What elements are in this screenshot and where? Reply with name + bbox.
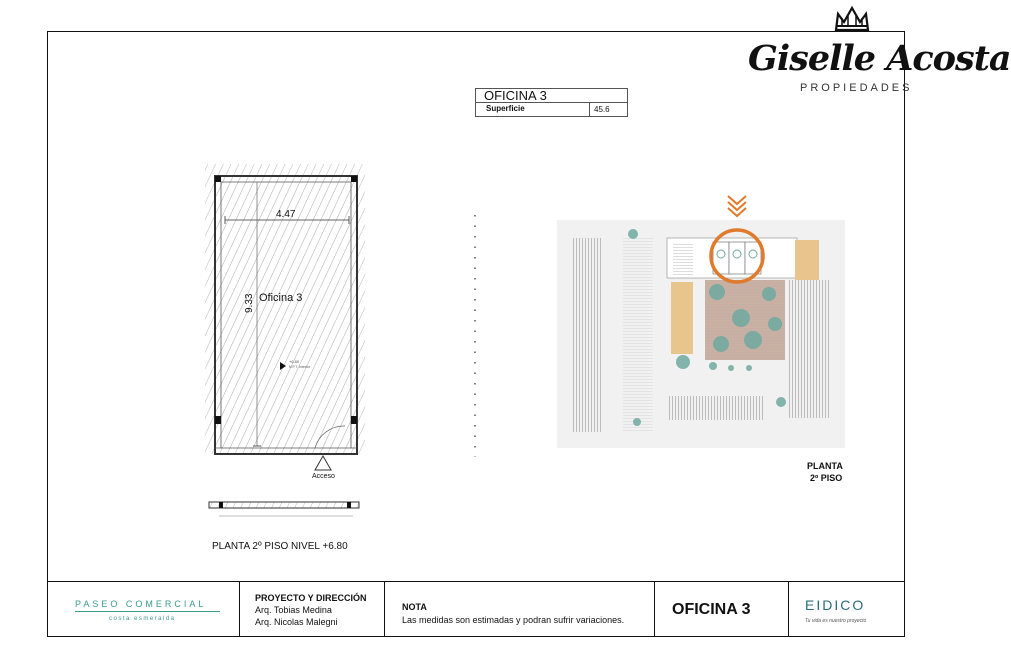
- note-heading: NOTA: [402, 602, 427, 612]
- eidico-logo: EIDICO: [805, 597, 866, 613]
- site-plan-caption-2: 2º PISO: [810, 473, 843, 483]
- office-title: OFICINA 3: [475, 88, 628, 103]
- eidico-tagline: Tu vida es nuestro proyecto: [805, 618, 867, 624]
- room-name: Oficina 3: [259, 292, 303, 304]
- office-info-box: [475, 88, 628, 118]
- footer-note-cell: [385, 582, 655, 636]
- sheet-title: OFICINA 3: [672, 601, 751, 618]
- brand-name: Giselle Acosta: [748, 38, 1011, 79]
- footer-sheet-cell: [655, 582, 789, 636]
- paseo-logo-rule: [75, 611, 220, 612]
- footer-project-cell: [240, 582, 385, 636]
- project-heading: PROYECTO Y DIRECCIÓN: [255, 593, 367, 603]
- brand-tagline: PROPIEDADES: [800, 82, 913, 94]
- depth-dimension: 9.33: [244, 293, 255, 313]
- architect-2: Arq. Nicolas Malegni: [255, 617, 338, 627]
- floor-plan-caption: PLANTA 2º PISO NIVEL +6.80: [212, 541, 348, 552]
- surface-label: Superficie: [486, 104, 525, 113]
- footer-logo-cell: [47, 582, 240, 636]
- footer-company-cell: [789, 582, 903, 636]
- level-tag: +6.80: [289, 359, 300, 364]
- note-text: Las medidas son estimadas y podran sufrir variaciones.: [402, 615, 625, 625]
- width-dimension: 4.47: [276, 209, 296, 220]
- section-divider: [470, 215, 480, 460]
- architect-1: Arq. Tobias Medina: [255, 605, 332, 615]
- paseo-logo-subtitle: costa esmeralda: [109, 616, 176, 622]
- surface-row: [475, 103, 628, 117]
- level-tag-sub: N.P.T. Interior: [289, 365, 310, 369]
- access-label: Acceso: [312, 473, 335, 480]
- paseo-logo-title: PASEO COMERCIAL: [75, 599, 207, 609]
- surface-value: 45.6: [589, 103, 629, 116]
- title-block: [47, 581, 905, 637]
- site-plan-drawing: [555, 190, 855, 452]
- site-plan-caption-1: PLANTA: [807, 461, 843, 471]
